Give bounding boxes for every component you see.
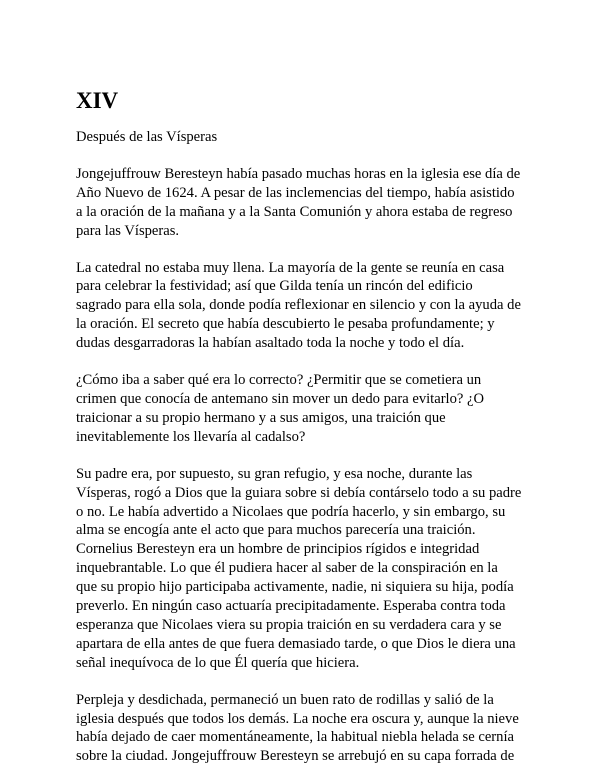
text-line: Año Nuevo de 1624. A pesar de las inclemencias del tiempo, había asistido	[76, 184, 515, 201]
text-line: traicionar a su propio hermano y a sus amigos, una traición que	[76, 409, 446, 426]
text-line: o no. Le había advertido a Nicolaes que podría hacerlo, y sin embargo, su	[76, 503, 506, 520]
paragraph	[76, 259, 532, 354]
body-text	[76, 165, 532, 766]
text-line: la oración. El secreto que había descubierto le pesaba profundamente; y	[76, 316, 495, 333]
text-line: a la oración de la mañana y a la Santa Comunión y ahora estaba de regreso	[76, 203, 513, 220]
text-line: señal inequívoca de lo que Él quería que hiciera.	[76, 654, 360, 671]
chapter-number: XIV	[76, 88, 119, 113]
paragraph	[76, 371, 532, 447]
text-line: iglesia después que todos los demás. La noche era oscura y, aunque la nieve	[76, 710, 519, 727]
chapter-title: Después de las Vísperas	[76, 129, 218, 145]
text-line: preverlo. En ningún caso actuaría precipitadamente. Esperaba contra toda	[76, 598, 506, 615]
text-line: Perpleja y desdichada, permaneció un buen rato de rodillas y salió de la	[76, 691, 494, 708]
text-line: crimen que conocía de antemano sin mover un dedo para evitarlo? ¿O	[76, 390, 485, 407]
text-line: Cornelius Beresteyn era un hombre de principios rígidos e integridad	[76, 541, 480, 558]
paragraph	[76, 165, 532, 241]
text-line: Su padre era, por supuesto, su gran refugio, y esa noche, durante las	[76, 465, 473, 482]
text-line: Jongejuffrouw Beresteyn había pasado muchas horas en la iglesia ese día de	[76, 165, 521, 182]
paragraph	[76, 465, 532, 673]
text-line: esperanza que Nicolaes viera su propia traición en su verdadera cara y se	[76, 616, 502, 633]
text-line: ¿Cómo iba a saber qué era lo correcto? ¿Permitir que se cometiera un	[76, 372, 482, 389]
text-line: inevitablemente los llevaría al cadalso?	[76, 428, 306, 445]
text-line: apartara de ella antes de que fuera demasiado tarde, o que Dios le diera una	[76, 635, 516, 652]
text-line: sobre la ciudad. Jongejuffrouw Beresteyn se arrebujó en su capa forrada de	[76, 748, 515, 765]
paragraph	[76, 691, 532, 767]
text-line: para celebrar la festividad; así que Gilda tenía un rincón del edificio	[76, 278, 473, 295]
text-line: La catedral no estaba muy llena. La mayoría de la gente se reunía en casa	[76, 259, 505, 276]
text-line: dudas desgarradoras la habían asaltado toda la noche y todo el día.	[76, 335, 465, 352]
text-line: para las Vísperas.	[76, 222, 180, 239]
text-line: sagrado para ella sola, donde podía reflexionar en silencio y con la ayuda de	[76, 297, 521, 314]
text-line: Vísperas, rogó a Dios que la guiara sobre si debía contárselo todo a su padre	[76, 484, 522, 501]
text-line: inquebrantable. Lo que él pudiera hacer al saber de la conspiración en la	[76, 560, 498, 577]
document-page	[76, 88, 532, 784]
text-line: había dejado de caer momentáneamente, la habitual niebla helada se cernía	[76, 729, 514, 746]
text-line: alma se encogía ante el acto que para muchos parecería una traición.	[76, 522, 476, 539]
text-line: que su propio hijo participaba activamente, nadie, ni siquiera su hija, podía	[76, 579, 514, 596]
